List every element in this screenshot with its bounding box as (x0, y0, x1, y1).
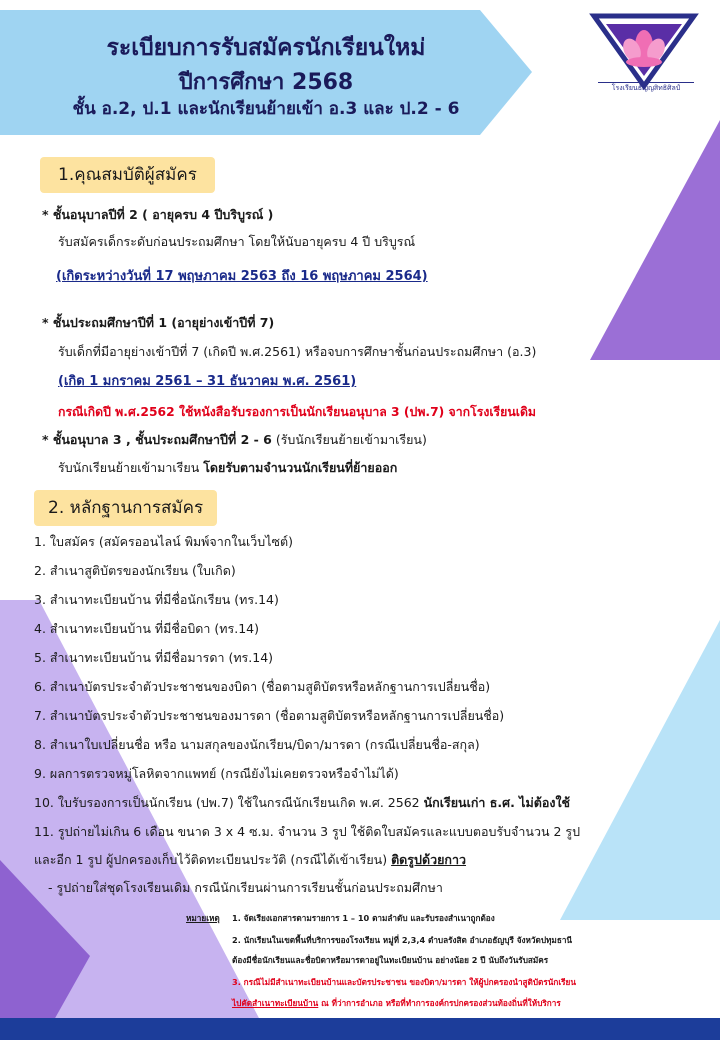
section2-heading: 2. หลักฐานการสมัคร (34, 490, 217, 526)
document-item: 8. สำเนาใบเปลี่ยนชื่อ หรือ นามสกุลของนักเรียน/บิดา/มารดา (กรณีเปลี่ยนชื่อ-สกุล) (34, 737, 480, 752)
section1-heading: 1.คุณสมบัติผู้สมัคร (40, 157, 215, 193)
note-2-line2: ต้องมีชื่อนักเรียนและชื่อบิดาหรือมารดาอยู่ในทะเบียนบ้าน อย่างน้อย 2 ปี นับถึงวันรับสมัคร (232, 955, 549, 965)
document-item-11-text: และอีก 1 รูป ผู้ปกครองเก็บไว้ติดทะเบียนประวัติ (กรณีได้เข้าเรียน) (34, 852, 392, 867)
note-2-line1: 2. นักเรียนในเขตพื้นที่บริการของโรงเรียน หมู่ที่ 2,3,4 ตำบลรังสิต อำเภอธัญบุรี จังหวัดปทุมธานี (232, 935, 573, 945)
academic-year-title: ปีการศึกษา 2568 (178, 70, 354, 95)
document-item: 6. สำเนาบัตรประจำตัวประชาชนของบิดา (ชื่อตามสูติบัตรหรือหลักฐานการเปลี่ยนชื่อ) (34, 679, 491, 694)
primary1-exception-note: กรณีเกิดปี พ.ศ.2562 ใช้หนังสือรับรองการเป็นนักเรียนอนุบาล 3 (ปพ.7) จากโรงเรียนเดิม (58, 405, 537, 419)
transfer-desc: รับนักเรียนย้ายเข้ามาเรียน (58, 460, 204, 475)
document-item: 7. สำเนาบัตรประจำตัวประชาชนของมารดา (ชื่อตามสูติบัตรหรือหลักฐานการเปลี่ยนชื่อ) (34, 708, 505, 723)
document-item: 9. ผลการตรวจหมู่โลหิตจากแพทย์ (กรณียังไม่เคยตรวจหรือจำไม่ได้) (34, 766, 399, 781)
document-item-11-bold: ติดรูปด้วยกาว (391, 852, 467, 867)
logo-text: โรงเรียนธัญญสิทธิศิลป์ (598, 82, 694, 94)
document-item-11-line3: - รูปถ่ายใส่ชุดโรงเรียนเดิม กรณีนักเรียนผ่านการเรียนชั้นก่อนประถมศึกษา (48, 880, 443, 895)
transfer-title-note: (รับนักเรียนย้ายเข้ามาเรียน) (275, 432, 427, 447)
document-item-10-text: 10. ใบรับรองการเป็นนักเรียน (ปพ.7) ใช้ในกรณีนักเรียนเกิด พ.ศ. 2562 (34, 795, 424, 810)
notes-label: หมายเหตุ (186, 913, 220, 923)
school-logo (588, 12, 700, 98)
document-item-11-line1: 11. รูปถ่ายไม่เกิน 6 เดือน ขนาด 3 x 4 ซ.ม. จำนวน 3 รูป ใช้ติดใบสมัครและแบบตอบรับจำนวน 2 รูป (34, 824, 581, 839)
document-item: 2. สำเนาสูติบัตรของนักเรียน (ใบเกิด) (34, 563, 236, 578)
document-item: 5. สำเนาทะเบียนบ้าน ที่มีชื่อมารดา (ทร.14) (34, 650, 274, 665)
primary1-title: * ชั้นประถมศึกษาปีที่ 1 (อายุย่างเข้าปีที่ 7) (42, 315, 275, 330)
document-item: 4. สำเนาทะเบียนบ้าน ที่มีชื่อบิดา (ทร.14) (34, 621, 259, 636)
primary1-birth-range: (เกิด 1 มกราคม 2561 – 31 ธันวาคม พ.ศ. 2561) (58, 374, 357, 389)
transfer-desc-bold: โดยรับตามจำนวนนักเรียนที่ย้ายออก (203, 460, 398, 475)
note-3-rest: ณ ที่ว่าการอำเภอ หรือที่ทำการองค์กรปกครองส่วนท้องถิ่นที่ให้บริการ (318, 998, 561, 1008)
kindergarten2-desc: รับสมัครเด็กระดับก่อนประถมศึกษา โดยให้นับอายุครบ 4 ปี บริบูรณ์ (58, 234, 416, 249)
transfer-desc-row (58, 459, 397, 477)
document-item-10-bold: นักเรียนเก่า ธ.ศ. ไม่ต้องใช้ (423, 795, 571, 810)
footer-bar (0, 1018, 720, 1040)
document-item-11-line2 (34, 851, 466, 869)
document-item-10 (34, 794, 570, 812)
kindergarten2-title: * ชั้นอนุบาลปีที่ 2 ( อายุครบ 4 ปีบริบูรณ์ ) (42, 207, 274, 222)
note-3-underline: ไปคัดสำเนาทะเบียนบ้าน (232, 998, 319, 1008)
transfer-title-row (42, 431, 427, 449)
grade-levels-subtitle: ชั้น อ.2, ป.1 และนักเรียนย้ายเข้า อ.3 และ ป.2 - 6 (72, 99, 460, 119)
note-1: 1. จัดเรียงเอกสารตามรายการ 1 – 10 ตามลำดับ และรับรองสำเนาถูกต้อง (232, 913, 495, 923)
primary1-desc: รับเด็กที่มีอายุย่างเข้าปีที่ 7 (เกิดปี พ.ศ.2561) หรือจบการศึกษาชั้นก่อนประถมศึกษา (อ.3) (58, 344, 537, 359)
transfer-title: * ชั้นอนุบาล 3 , ชั้นประถมศึกษาปีที่ 2 - 6 (42, 432, 272, 447)
document-item: 3. สำเนาทะเบียนบ้าน ที่มีชื่อนักเรียน (ทร.14) (34, 592, 279, 607)
page-title: ระเบียบการรับสมัครนักเรียนใหม่ (106, 35, 426, 61)
note-3-line2 (232, 997, 561, 1009)
kindergarten2-birth-range: (เกิดระหว่างวันที่ 17 พฤษภาคม 2563 ถึง 16 พฤษภาคม 2564) (56, 269, 428, 284)
note-3-line1: 3. กรณีไม่มีสำเนาทะเบียนบ้านและบัตรประชาชน ของบิดา/มารดา ให้ผู้ปกครองนำสูติบัตรนักเรียน (232, 977, 576, 987)
document-item: 1. ใบสมัคร (สมัครออนไลน์ พิมพ์จากในเว็บไซต์) (34, 534, 293, 549)
